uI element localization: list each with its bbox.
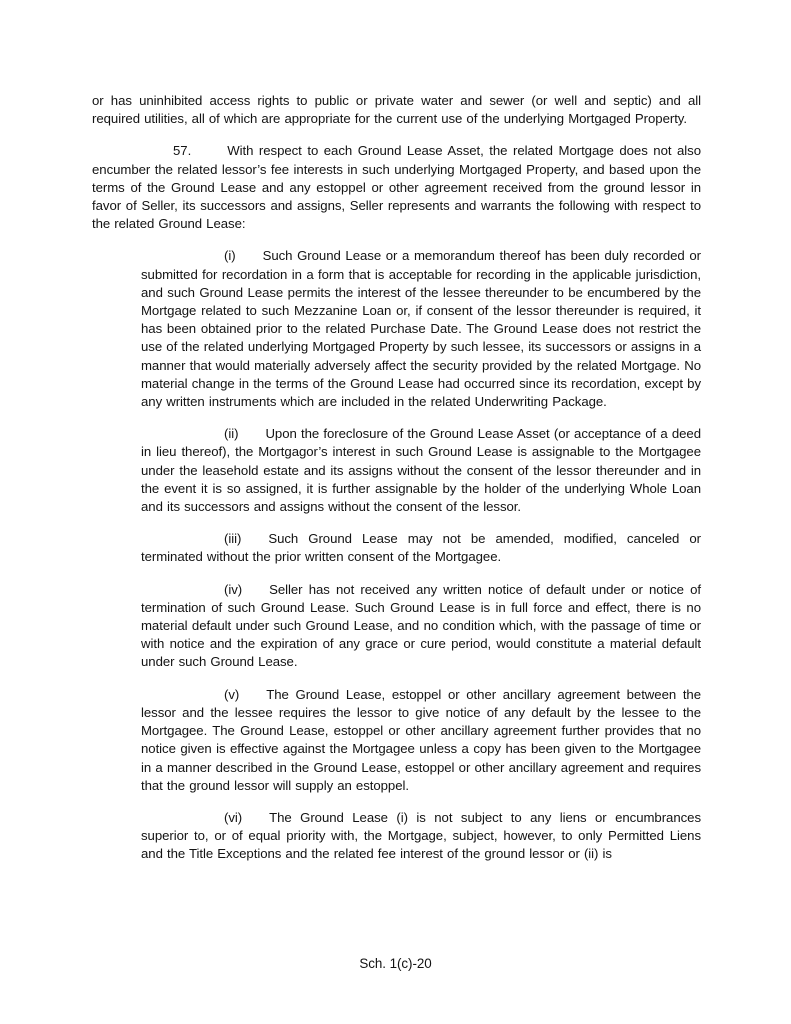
sub-paragraph-number: (ii) bbox=[224, 426, 239, 442]
sub-paragraph-text: Seller has not received any written notice of default under or notice of termination of such Ground Lease. Such Ground Lease is in full force and effect, there is no material default under such Ground Lease, and no condition which, with the passage of time or with notice and the expiration of any grace or cure period, would constitute a material default under such Ground Lease. bbox=[141, 581, 701, 670]
sub-paragraph-text: Such Ground Lease may not be amended, modified, canceled or terminated without the prior written consent of the Mortgagee. bbox=[141, 531, 701, 565]
page-footer bbox=[0, 956, 791, 971]
numbered-paragraph-57 bbox=[92, 142, 701, 233]
page-number: Sch. 1(c)-20 bbox=[359, 956, 432, 971]
sub-paragraph-text: Such Ground Lease or a memorandum thereof has been duly recorded or submitted for recordation in a form that is acceptable for recording in the applicable jurisdiction, and such Ground Lease permits the interest of the lessee thereunder to be encumbered by the Mortgage related to such Mezzanine Loan or, if consent of the lessor thereunder is required, it has been obtained prior to the related Purchase Date. The Ground Lease does not restrict the use of the related underlying Mortgaged Property by such lessee, its successors or assigns in a manner that would materially adversely affect the security provided by the related Mortgage. No material change in the terms of the Ground Lease had occurred since its recordation, except by any written instruments which are included in the related Underwriting Package. bbox=[141, 248, 701, 410]
sub-paragraph-ii bbox=[141, 425, 701, 516]
sub-paragraph-number: (i) bbox=[224, 248, 236, 264]
sub-paragraph-text: The Ground Lease (i) is not subject to any liens or encumbrances superior to, or of equal priority with, the Mortgage, subject, however, to only Permitted Liens and the Title Exceptions and the related fee interest of the ground lessor or (ii) is bbox=[141, 809, 701, 862]
sub-paragraph-number: (iii) bbox=[224, 531, 242, 547]
sub-paragraph-iv bbox=[141, 581, 701, 672]
sub-paragraph-vi bbox=[141, 809, 701, 864]
sub-paragraph-number: (v) bbox=[224, 686, 240, 702]
sub-paragraph-text: Upon the foreclosure of the Ground Lease Asset (or acceptance of a deed in lieu thereof), the Mortgagor’s interest in such Ground Lease is assignable to the Mortgagee under the leasehold estate and its assigns without the consent of the lessor thereunder and in the event it is so assigned, it is further assignable by the holder of the underlying Whole Loan and its successors and assigns without the consent of the lessor. bbox=[141, 426, 701, 515]
paragraph-text: or has uninhibited access rights to public or private water and sewer (or well and septic) and all required utilities, all of which are appropriate for the current use of the underlying Mortgaged Property. bbox=[92, 93, 701, 127]
sub-paragraph-iii bbox=[141, 530, 701, 566]
paragraph-text: With respect to each Ground Lease Asset, the related Mortgage does not also encumber the related lessor’s fee interests in such underlying Mortgaged Property, and based upon the terms of the Ground Lease and any estoppel or other agreement received from the ground lessor in favor of Seller, its successors and assigns, Seller represents and warrants the following with respect to the related Ground Lease: bbox=[92, 143, 701, 232]
document-body bbox=[92, 92, 701, 878]
continuation-paragraph bbox=[92, 92, 701, 128]
sub-paragraph-v bbox=[141, 686, 701, 795]
sub-paragraph-i bbox=[141, 247, 701, 411]
sub-paragraph-text: The Ground Lease, estoppel or other ancillary agreement between the lessor and the lessee requires the lessor to give notice of any default by the lessee to the Mortgagee. The Ground Lease, estoppel or other ancillary agreement further provides that no notice given is effective against the Mortgagee unless a copy has been given to the Mortgagee in a manner described in the Ground Lease, estoppel or other ancillary agreement and requires that the ground lessor will supply an estoppel. bbox=[141, 686, 701, 793]
sub-paragraph-number: (vi) bbox=[224, 809, 243, 825]
paragraph-number: 57. bbox=[173, 143, 192, 159]
sub-paragraph-number: (iv) bbox=[224, 581, 243, 597]
